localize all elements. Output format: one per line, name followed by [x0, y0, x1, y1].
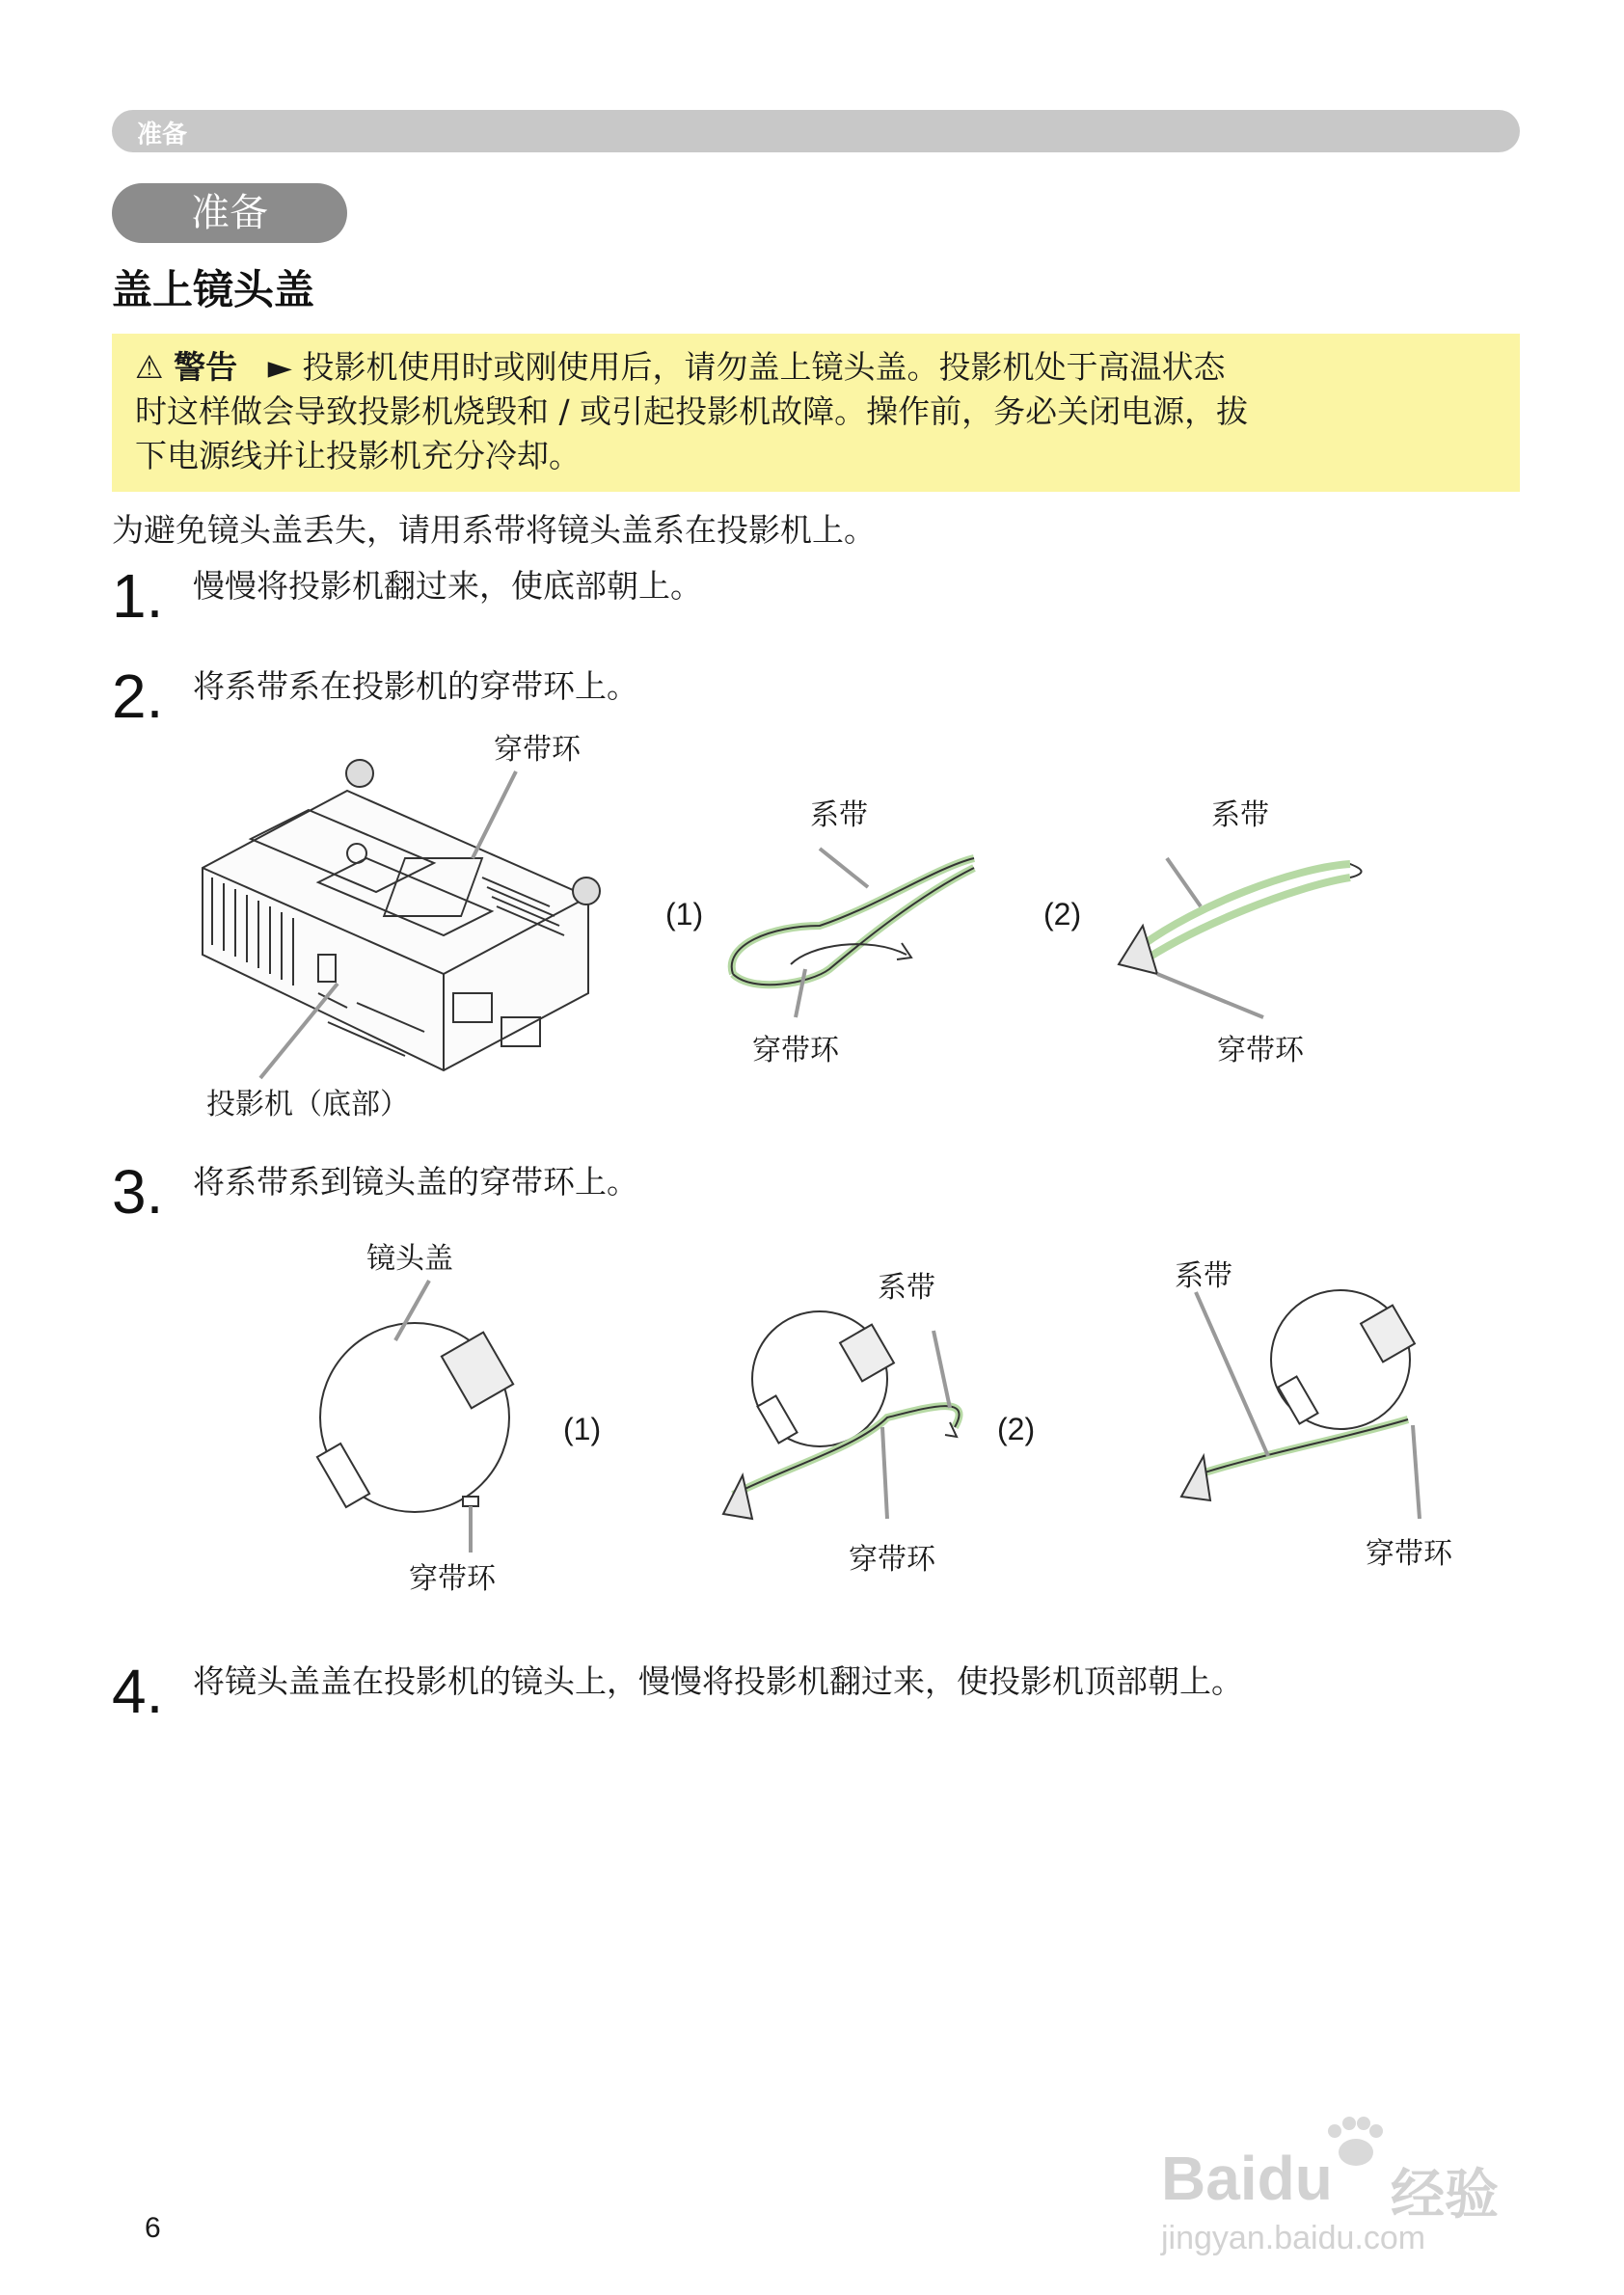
projector-bottom-label: 投影机（底部）: [206, 1088, 409, 1121]
watermark-cn: 经验: [1391, 2164, 1499, 2225]
fig3-strap-step3-illustration: [1177, 1282, 1466, 1533]
watermark-url: jingyan.baidu.com: [1161, 2220, 1426, 2256]
fig3-strap-step2-illustration: [714, 1302, 1003, 1533]
warning-line-1: [135, 345, 1497, 390]
warning-box: [112, 334, 1520, 492]
section-pill: 准备: [112, 183, 347, 243]
step-1-text: 慢慢将投影机翻过来，使底部朝上。: [193, 567, 702, 605]
header-bar: [112, 110, 1520, 152]
fig3-sub2-tag: (2): [997, 1412, 1036, 1446]
fig2-sub2-strap-label: 系带: [1211, 798, 1269, 832]
step-2-text: 将系带系在投影机的穿带环上。: [193, 667, 638, 705]
step-2-number: 2.: [112, 662, 164, 731]
step-4-text: 将镜头盖盖在投影机的镜头上，慢慢将投影机翻过来，使投影机顶部朝上。: [193, 1662, 1243, 1700]
leader-line: [934, 1331, 950, 1408]
leader-line: [473, 771, 516, 858]
leader-line: [882, 1427, 887, 1519]
header-bar-text: 准备: [137, 121, 188, 149]
step-4-number: 4.: [112, 1657, 164, 1726]
warning-label: 警告: [174, 348, 238, 386]
warning-icon: ⚠: [135, 348, 164, 386]
leader-line: [820, 849, 868, 887]
fig2-strap-step1-illustration: [714, 829, 1003, 1022]
page-number: 6: [145, 2212, 161, 2244]
fig2-sub1-strap-label: 系带: [810, 798, 868, 832]
watermark-brand-2: du: [1257, 2144, 1333, 2213]
fig3-cap-loop-label: 穿带环: [409, 1562, 496, 1596]
fig2-sub2-tag: (2): [1043, 897, 1082, 932]
step-3-number: 3.: [112, 1157, 164, 1227]
fig2-sub1-tag: (1): [665, 897, 704, 932]
fig2-strap-step2-illustration: [1099, 829, 1389, 1022]
leader-line: [796, 969, 805, 1017]
fig2-sub2-loop-label: 穿带环: [1217, 1034, 1304, 1067]
projector-loop-label: 穿带环: [494, 733, 581, 767]
leader-line: [1157, 974, 1263, 1017]
leader-line: [1413, 1425, 1420, 1519]
warning-text-3: 下电源线并让投影机充分冷却。: [135, 437, 581, 474]
fig3-sub3-strap-label: 系带: [1175, 1259, 1232, 1293]
fig3-sub2-strap-label: 系带: [878, 1271, 935, 1305]
warning-text-2: 时这样做会导致投影机烧毁和 / 或引起投影机故障。操作前，务必关闭电源，拔: [135, 392, 1249, 430]
step-3-text: 将系带系到镜头盖的穿带环上。: [193, 1163, 638, 1201]
step-1-number: 1.: [112, 561, 164, 631]
baidu-watermark: [1161, 2114, 1547, 2258]
watermark-brand: Bai: [1161, 2144, 1258, 2213]
fig3-sub1-tag: (1): [563, 1412, 602, 1446]
fig3-sub3-loop-label: 穿带环: [1366, 1537, 1452, 1571]
projector-bottom-illustration: [183, 752, 627, 1080]
leader-line: [1167, 858, 1201, 906]
fig2-sub1-loop-label: 穿带环: [752, 1034, 839, 1067]
fig3-cap-label: 镜头盖: [366, 1242, 453, 1276]
intro-text: 为避免镜头盖丢失，请用系带将镜头盖系在投影机上。: [112, 511, 876, 549]
warning-text-1: ► 投影机使用时或刚使用后，请勿盖上镜头盖。投影机处于高温状态: [267, 348, 1226, 386]
leader-line: [1196, 1292, 1268, 1456]
page-title: 盖上镜头盖: [112, 266, 315, 313]
fig3-sub2-loop-label: 穿带环: [849, 1543, 935, 1577]
lens-cap-illustration: [309, 1273, 540, 1524]
